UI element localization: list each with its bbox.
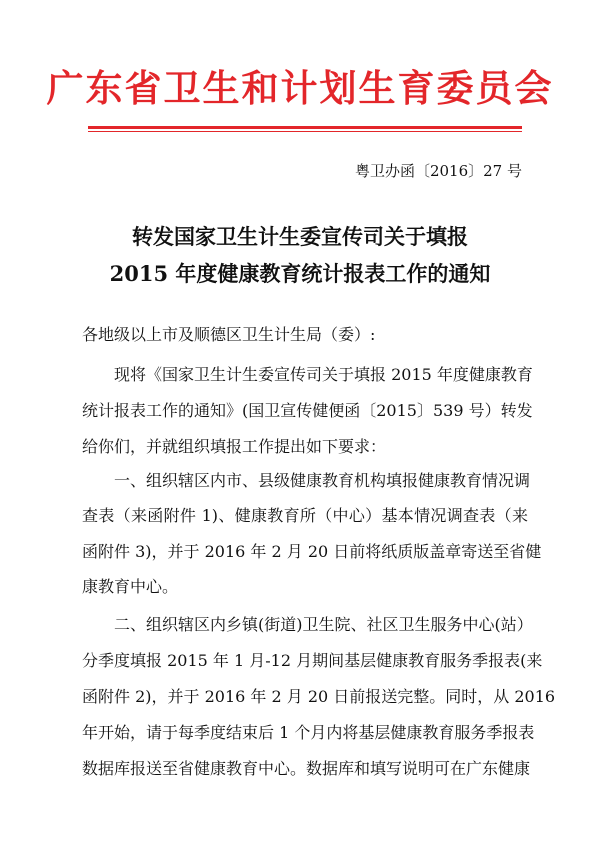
document-title-line-2: 2015 年度健康教育统计报表工作的通知: [109, 261, 491, 286]
body-paragraph-line: 一、组织辖区内市、县级健康教育机构填报健康教育情况调: [114, 471, 531, 490]
body-paragraph-line: 年开始，请于每季度结束后 1 个月内将基层健康教育服务季报表: [82, 723, 535, 742]
document-number: 粤卫办函〔2016〕27 号: [354, 162, 522, 180]
salutation: 各地级以上市及顺德区卫生计生局（委）:: [82, 325, 376, 344]
issuing-organization-header: 广东省卫生和计划生育委员会: [46, 66, 554, 110]
red-header-rule-thin: [88, 131, 522, 132]
document-title-line-1: 转发国家卫生计生委宣传司关于填报: [132, 224, 468, 249]
body-paragraph-line: 统计报表工作的通知》(国卫宣传健便函〔2015〕539 号）转发: [82, 401, 533, 420]
body-paragraph-line: 给你们，并就组织填报工作提出如下要求：: [82, 437, 387, 456]
body-paragraph-line: 查表（来函附件 1)、健康教育所（中心）基本情况调查表（来: [82, 506, 528, 525]
body-paragraph-line: 分季度填报 2015 年 1 月-12 月期间基层健康教育服务季报表(来: [82, 651, 543, 670]
body-paragraph-line: 二、组织辖区内乡镇(街道)卫生院、社区卫生服务中心(站）: [114, 615, 533, 634]
body-paragraph-line: 数据库报送至省健康教育中心。数据库和填写说明可在广东健康: [82, 759, 531, 778]
red-header-rule: [88, 126, 522, 129]
body-paragraph-line: 函附件 2)，并于 2016 年 2 月 20 日前报送完整。同时，从 2016: [82, 687, 556, 706]
body-paragraph-line: 现将《国家卫生计生委宣传司关于填报 2015 年度健康教育: [114, 365, 533, 384]
body-paragraph-line: 函附件 3)，并于 2016 年 2 月 20 日前将纸质版盖章寄送至省健: [82, 542, 542, 561]
body-paragraph-line: 康教育中心。: [82, 577, 179, 596]
